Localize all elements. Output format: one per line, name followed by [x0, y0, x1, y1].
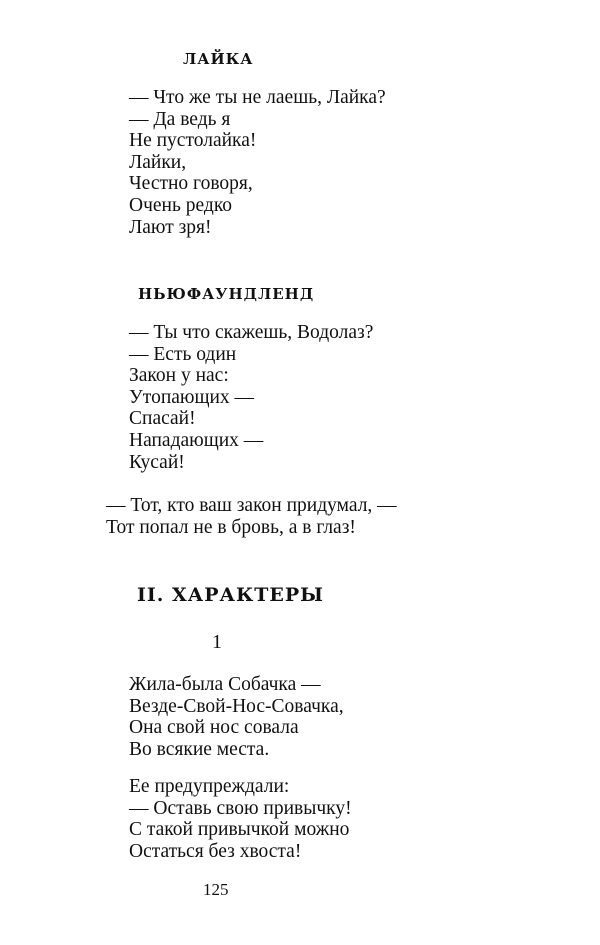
poem-title-newfoundland: НЬЮФАУНДЛЕНД — [138, 285, 315, 303]
verse-line: Утопающих — — [129, 386, 255, 408]
verse-line: Очень редко — [129, 194, 233, 216]
verse-line: — Есть один — [129, 343, 237, 365]
verse-line: С такой привычкой можно — [129, 819, 350, 841]
verse-line: Ее предупреждали: — [129, 776, 290, 797]
poem-laika-stanza — [129, 87, 386, 238]
section-title: II. ХАРАКТЕРЫ — [137, 584, 325, 606]
verse-line: Тот попал не в бровь, а в глаз! — [106, 516, 356, 538]
poem-newfoundland-stanza-1 — [129, 322, 373, 473]
section-poem-stanza-1 — [129, 674, 344, 760]
page-number: 125 — [203, 880, 229, 899]
verse-line: — Оставь свою привычку! — [129, 797, 352, 819]
verse-line: Нападающих — — [129, 429, 264, 451]
verse-line: — Что же ты не лаешь, Лайка? — [129, 87, 386, 108]
verse-line: Она свой нос совала — [129, 717, 299, 739]
poem-title-laika: ЛАЙКА — [183, 50, 254, 68]
verse-line: Во всякие места. — [129, 738, 270, 760]
verse-line: Лают зря! — [129, 216, 212, 238]
verse-line: — Тот, кто ваш закон придумал, — — [106, 495, 397, 516]
verse-line: Остаться без хвоста! — [129, 840, 302, 862]
poem-number: 1 — [212, 631, 222, 653]
verse-line: Не пустолайка! — [129, 130, 257, 152]
verse-line: Спасай! — [129, 408, 196, 430]
poem-newfoundland-stanza-2 — [106, 495, 397, 538]
verse-line: Закон у нас: — [129, 365, 229, 387]
verse-line: Честно говоря, — [129, 173, 253, 195]
verse-line: — Ты что скажешь, Водолаз? — [129, 322, 374, 343]
verse-line: Лайки, — [129, 151, 187, 173]
section-poem-stanza-2 — [129, 776, 352, 862]
verse-line: Везде-Свой-Нос-Совачка, — [129, 695, 344, 717]
verse-line: — Да ведь я — [129, 108, 231, 130]
verse-line: Кусай! — [129, 451, 185, 473]
verse-line: Жила-была Собачка — — [129, 674, 321, 695]
